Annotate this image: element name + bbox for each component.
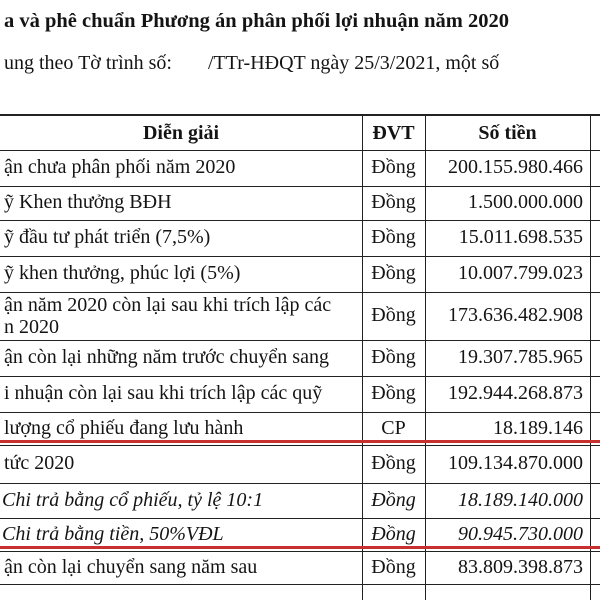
row-amount: 18.189.140.000 — [458, 488, 583, 511]
row-amount: 109.134.870.000 — [448, 452, 583, 474]
row-unit: Đồng — [371, 191, 416, 213]
table-row-rule — [0, 186, 600, 187]
header-amount: Số tiền — [478, 122, 537, 144]
row-description: i nhuận còn lại sau khi trích lập các quỹ — [4, 382, 323, 404]
subheading-suffix: /TTr-HĐQT ngày 25/3/2021, một số — [207, 52, 500, 74]
row-unit: Đồng — [371, 226, 416, 248]
highlight-underline — [0, 440, 600, 443]
row-description: ận chưa phân phối năm 2020 — [4, 156, 236, 178]
row-unit: Đồng — [371, 488, 416, 511]
subheading-prefix: ung theo Tờ trình số: — [4, 52, 172, 74]
row-unit: Đồng — [371, 522, 416, 545]
table-row-rule — [0, 412, 600, 413]
row-description: ỹ Khen thưởng BĐH — [4, 191, 172, 213]
row-description: tức 2020 — [4, 452, 75, 474]
highlight-underline — [0, 546, 600, 549]
row-unit: Đồng — [371, 382, 416, 404]
table-row-rule — [0, 376, 600, 377]
table-row-rule — [0, 551, 600, 552]
row-unit: CP — [381, 416, 406, 439]
row-unit: Đồng — [371, 156, 416, 178]
table-row-rule — [0, 584, 600, 585]
header-unit: ĐVT — [372, 122, 415, 144]
row-description-continued: n 2020 — [4, 316, 59, 338]
table-column-rule — [590, 114, 591, 600]
row-description: lượng cổ phiếu đang lưu hành — [4, 416, 244, 439]
table-row-rule — [0, 483, 600, 484]
section-heading: a và phê chuẩn Phương án phân phối lợi nhuận năm 2020 — [4, 10, 509, 32]
row-unit: Đồng — [371, 304, 416, 326]
table-row-rule — [0, 340, 600, 341]
table-row-rule — [0, 220, 600, 221]
table-row-rule — [0, 256, 600, 257]
row-amount: 10.007.799.023 — [458, 262, 583, 284]
row-description: ận còn lại những năm trước chuyển sang — [4, 346, 329, 368]
row-amount: 15.011.698.535 — [458, 226, 583, 248]
table-row-rule — [0, 445, 600, 446]
header-description: Diễn giải — [142, 122, 220, 144]
row-description: Chi trả bằng tiền, 50%VĐL — [2, 522, 224, 545]
cropped-top-text — [300, 0, 305, 9]
row-amount: 192.944.268.873 — [448, 382, 583, 404]
row-amount: 173.636.482.908 — [448, 304, 583, 326]
row-amount: 200.155.980.466 — [448, 156, 583, 178]
table-row-rule — [0, 292, 600, 293]
row-unit: Đồng — [371, 555, 416, 578]
section-subheading — [4, 52, 499, 75]
row-unit: Đồng — [371, 262, 416, 284]
row-amount: 83.809.398.873 — [458, 555, 583, 578]
row-amount: 19.307.785.965 — [458, 346, 583, 368]
row-description: ận năm 2020 còn lại sau khi trích lập các — [4, 294, 332, 316]
row-description: ỹ khen thưởng, phúc lợi (5%) — [4, 262, 241, 284]
row-amount: 90.945.730.000 — [458, 522, 583, 545]
row-amount: 1.500.000.000 — [468, 191, 583, 213]
row-description: ận còn lại chuyển sang năm sau — [4, 555, 258, 578]
row-amount: 18.189.146 — [493, 416, 583, 439]
row-unit: Đồng — [371, 452, 416, 474]
row-description: Chi trả bằng cổ phiếu, tỷ lệ 10:1 — [2, 488, 264, 511]
row-unit: Đồng — [371, 346, 416, 368]
table-row-rule — [0, 518, 600, 519]
table-row-rule — [0, 150, 600, 151]
table-row-rule — [0, 114, 600, 116]
row-description: ỹ đầu tư phát triển (7,5%) — [4, 226, 211, 248]
